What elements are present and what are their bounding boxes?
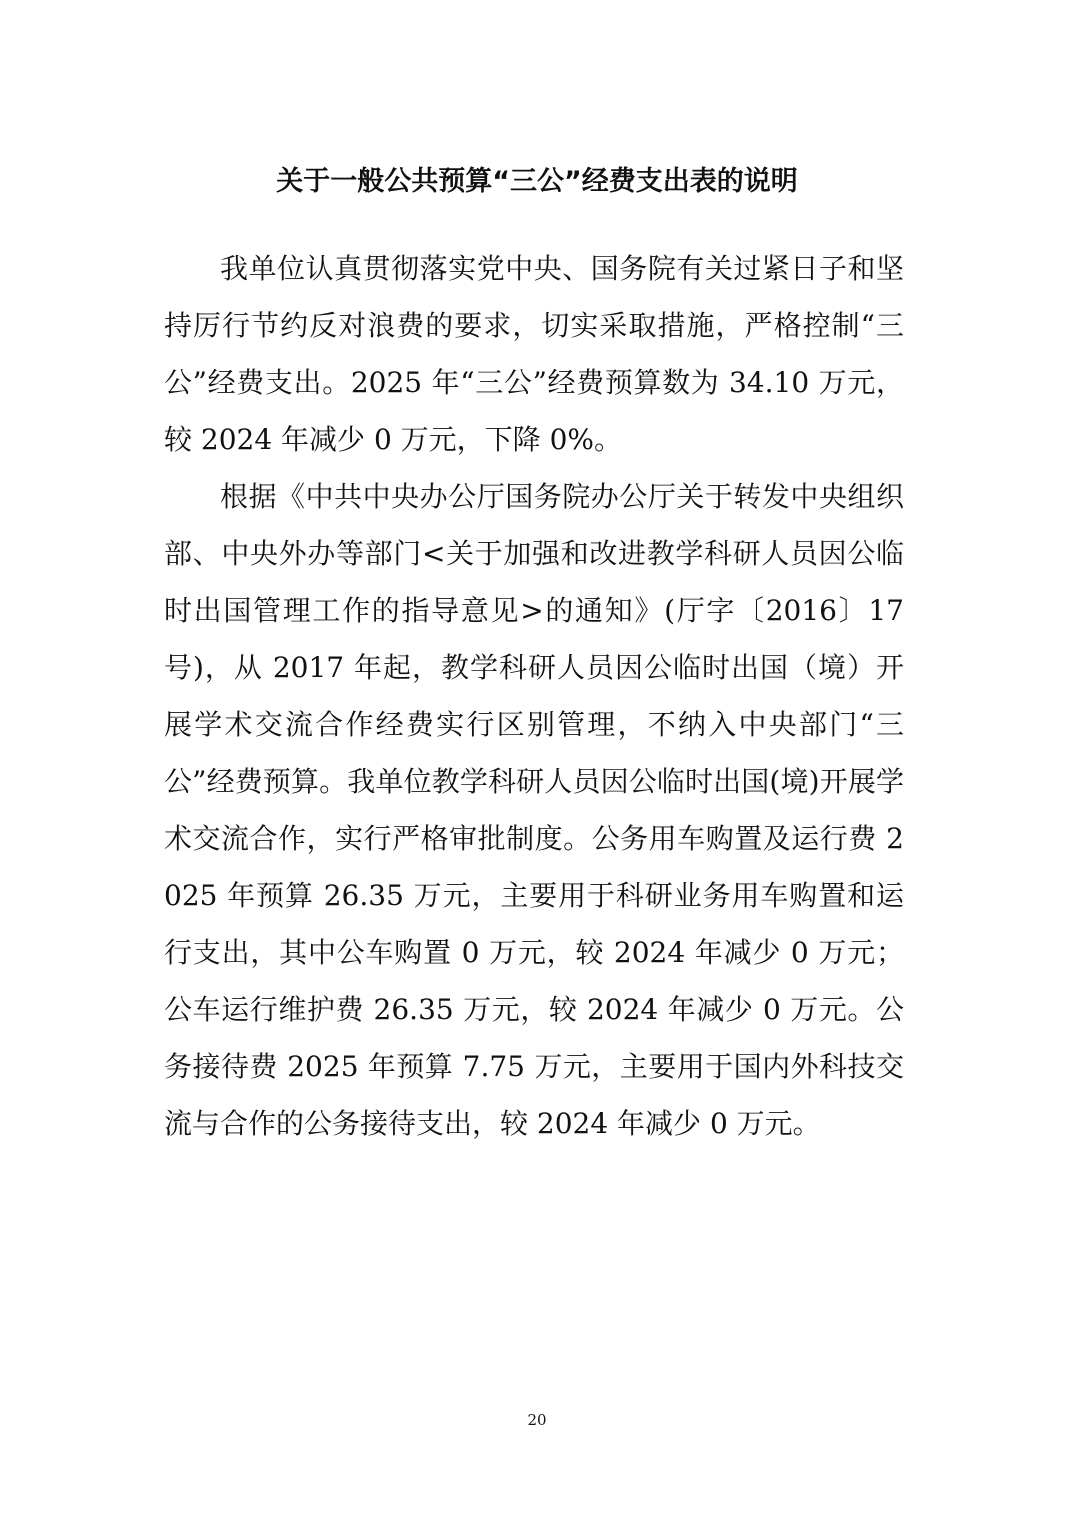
- document-title: 关于一般公共预算“三公”经费支出表的说明: [276, 166, 798, 197]
- paragraph-1: 我单位认真贯彻落实党中央、国务院有关过紧日子和坚持厉行节约反对浪费的要求，切实采取措施，严格控制“三公”经费支出。2025 年“三公”经费预算数为 34.10 万元，较 2024 年减少 0 万元，下降 0%。: [164, 252, 904, 456]
- paragraph-2: 根据《中共中央办公厅国务院办公厅关于转发中央组织部、中央外办等部门<关于加强和改进教学科研人员因公临时出国管理工作的指导意见>的通知》(厅字〔2016〕17 号)，从 2017 年起，教学科研人员因公临时出国（境）开展学术交流合作经费实行区别管理，不纳入中央部门“三公”经费预算。我单位教学科研人员因公临时出国(境)开展学术交流合作，实行严格审批制度。公务用车购置及运行费 2025 年预算 26.35 万元，主要用于科研业务用车购置和运行支出，其中公车购置 0 万元，较 2024 年减少 0 万元；公车运行维护费 26.35 万元，较 2024 年减少 0 万元。公务接待费 2025 年预算 7.75 万元，主要用于国内外科技交流与合作的公务接待支出，较 2024 年减少 0 万元。: [164, 480, 904, 1140]
- page-number: 20: [527, 1411, 547, 1429]
- document-body: [164, 240, 904, 1152]
